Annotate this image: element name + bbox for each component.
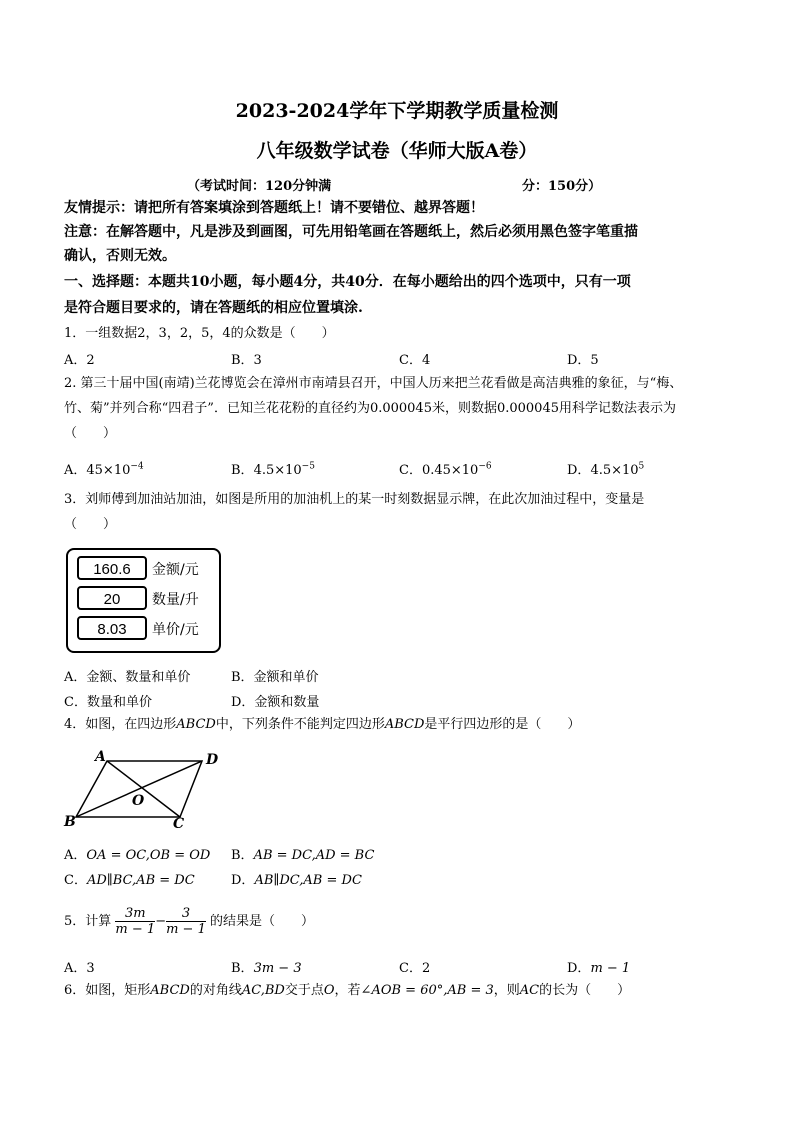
q6-math-5: AC <box>519 983 540 998</box>
q1-stem: 1．一组数据2，3，2，5，4的众数是（ ） <box>64 326 335 341</box>
q5-option-c[interactable] <box>399 957 430 976</box>
exam-time: （考试时间：120分钟满 <box>187 179 332 194</box>
q5-option-a[interactable] <box>64 957 95 976</box>
q1-option-d[interactable]: D．5 <box>567 353 599 368</box>
q2-option-d-label: D． <box>567 463 591 478</box>
exam-title: 2023-2024学年下学期教学质量检测 <box>235 100 559 122</box>
q4-option-b-expr: AB = DC,AD = BC <box>253 848 375 863</box>
section1-line-1: 一、选择题：本题共10小题，每小题4分，共40分．在每小题给出的四个选项中，只有一项 <box>64 274 631 290</box>
q2-option-a-label: A． <box>64 463 87 478</box>
q4-stem <box>64 713 734 737</box>
q4-option-c-label: C． <box>64 873 87 888</box>
q2-option-a[interactable] <box>64 459 144 478</box>
q5-frac2-den: m − 1 <box>166 922 206 937</box>
q3-line-2: （ ） <box>64 517 117 532</box>
q5-option-b-label: B． <box>231 961 254 976</box>
exam-subtitle: 八年级数学试卷（华师大版A卷） <box>256 140 538 162</box>
notice-line-1: 注意：在解答题中，凡是涉及到画图，可先用铅笔画在答题纸上，然后必须用黑色签字笔重描 <box>64 224 638 240</box>
q2-option-b[interactable] <box>231 459 315 478</box>
price-label: 单价/元 <box>152 622 199 638</box>
q2-option-c-label: C． <box>399 463 422 478</box>
notice-line-2: 确认，否则无效。 <box>64 248 176 264</box>
parallelogram-figure <box>62 745 230 830</box>
q4-option-c-expr: AD∥BC,AB = DC <box>86 873 195 888</box>
quantity-value: 20 <box>103 591 121 608</box>
full-score: 分：150分） <box>522 179 602 194</box>
q5-stem <box>64 904 734 940</box>
tip-text: 友情提示：请把所有答案填涂到答题纸上！请不要错位、越界答题！ <box>64 200 484 216</box>
q2-line-3: （ ） <box>64 426 117 441</box>
q6-math-4: ∠AOB = 60°,AB = 3 <box>360 983 494 998</box>
q4-stem-pre: 4．如图，在四边形 <box>64 717 177 732</box>
q5-option-d[interactable] <box>567 957 630 976</box>
q4-option-d-expr: AB∥DC,AB = DC <box>254 873 362 888</box>
q4-stem-mid: 中，下列条件不能判定四边形 <box>215 717 385 732</box>
q4-option-b-label: B． <box>231 848 254 863</box>
q3-option-c[interactable]: C．数量和单价 <box>64 695 152 710</box>
q4-quad-2: ABCD <box>384 717 425 732</box>
q3-option-b[interactable]: B．金额和单价 <box>231 670 319 685</box>
q4-option-d-label: D． <box>231 873 255 888</box>
q6-part-4: ，若 <box>334 983 361 998</box>
section1-line-2: 是符合题目要求的，请在答题纸的相应位置填涂. <box>64 300 363 316</box>
q4-option-d[interactable] <box>231 869 362 888</box>
q5-fraction-1 <box>115 906 155 937</box>
q6-math-2: AC,BD <box>241 983 285 998</box>
vertex-label-a: A <box>95 749 106 765</box>
q6-stem <box>64 979 734 1003</box>
q5-option-d-expr: m − 1 <box>590 961 631 976</box>
q3-option-a[interactable]: A．金额、数量和单价 <box>64 670 191 685</box>
q6-part-1: 6．如图，矩形 <box>64 983 151 998</box>
q6-part-6: 的长为（ ） <box>539 983 631 998</box>
q5-frac1-num: 3m <box>115 906 155 922</box>
fuel-display-board <box>66 548 222 654</box>
q2-option-b-base: 4.5×10 <box>253 463 302 478</box>
amount-label: 金额/元 <box>152 562 199 578</box>
q5-frac2-num: 3 <box>166 906 206 922</box>
q2-option-d-base: 4.5×10 <box>590 463 639 478</box>
q5-fraction-2 <box>166 906 206 937</box>
q4-option-c[interactable] <box>64 869 195 888</box>
q2-option-d[interactable] <box>567 459 644 478</box>
q6-part-3: 交于点 <box>284 983 324 998</box>
q4-stem-post: 是平行四边形的是（ ） <box>424 717 581 732</box>
vertex-label-b: B <box>64 814 76 830</box>
q2-option-b-exp: −5 <box>301 461 315 472</box>
q5-pre: 5．计算 <box>64 914 112 929</box>
q4-option-a[interactable] <box>64 844 210 863</box>
q5-option-b-expr: 3m − 3 <box>253 961 302 976</box>
q5-option-a-expr: 3 <box>86 961 95 976</box>
vertex-label-c: C <box>173 816 185 830</box>
q4-option-b[interactable] <box>231 844 374 863</box>
q4-option-a-label: A． <box>64 848 87 863</box>
q2-option-a-exp: −4 <box>130 461 144 472</box>
q5-option-b[interactable] <box>231 957 302 976</box>
q6-math-1: ABCD <box>150 983 190 998</box>
q3-option-d[interactable]: D．金额和数量 <box>231 695 320 710</box>
q5-minus: − <box>155 914 167 929</box>
vertex-label-d: D <box>206 752 219 768</box>
q2-option-d-exp: 5 <box>638 461 645 472</box>
q2-option-b-label: B． <box>231 463 254 478</box>
q1-option-a[interactable]: A．2 <box>64 353 95 368</box>
q6-part-5: ，则 <box>493 983 520 998</box>
price-value: 8.03 <box>97 621 127 638</box>
q5-option-d-label: D． <box>567 961 591 976</box>
q2-line-1: 2. 第三十届中国(南靖)兰花博览会在漳州市南靖县召开，中国人历来把兰花看做是高洁典雅的象征，与“梅、 <box>64 376 683 391</box>
center-label-o: O <box>132 793 145 809</box>
q2-option-a-base: 45×10 <box>86 463 131 478</box>
q2-line-2: 竹、菊”并列合称“四君子”．已知兰花花粉的直径约为0.000045米，则数据0.000045用科学记数法表示为 <box>64 401 676 416</box>
q5-post: 的结果是（ ） <box>210 914 315 929</box>
q2-option-c[interactable] <box>399 459 492 478</box>
q4-quad-1: ABCD <box>176 717 216 732</box>
q2-option-c-exp: −6 <box>478 461 492 472</box>
quantity-label: 数量/升 <box>152 592 199 608</box>
q5-option-c-expr: 2 <box>421 961 431 976</box>
q5-option-a-label: A． <box>64 961 87 976</box>
q4-option-a-expr: OA = OC,OB = OD <box>86 848 211 863</box>
amount-value: 160.6 <box>93 561 131 578</box>
q3-line-1: 3．刘师傅到加油站加油，如图是所用的加油机上的某一时刻数据显示牌，在此次加油过程中，变量是 <box>64 492 645 507</box>
q1-option-b[interactable]: B．3 <box>231 353 262 368</box>
q5-frac1-den: m − 1 <box>115 922 156 937</box>
q6-part-2: 的对角线 <box>189 983 242 998</box>
q6-math-3: O <box>323 983 335 998</box>
q5-option-c-label: C． <box>399 961 422 976</box>
q1-option-c[interactable]: C．4 <box>399 353 431 368</box>
q2-option-c-base: 0.45×10 <box>421 463 479 478</box>
